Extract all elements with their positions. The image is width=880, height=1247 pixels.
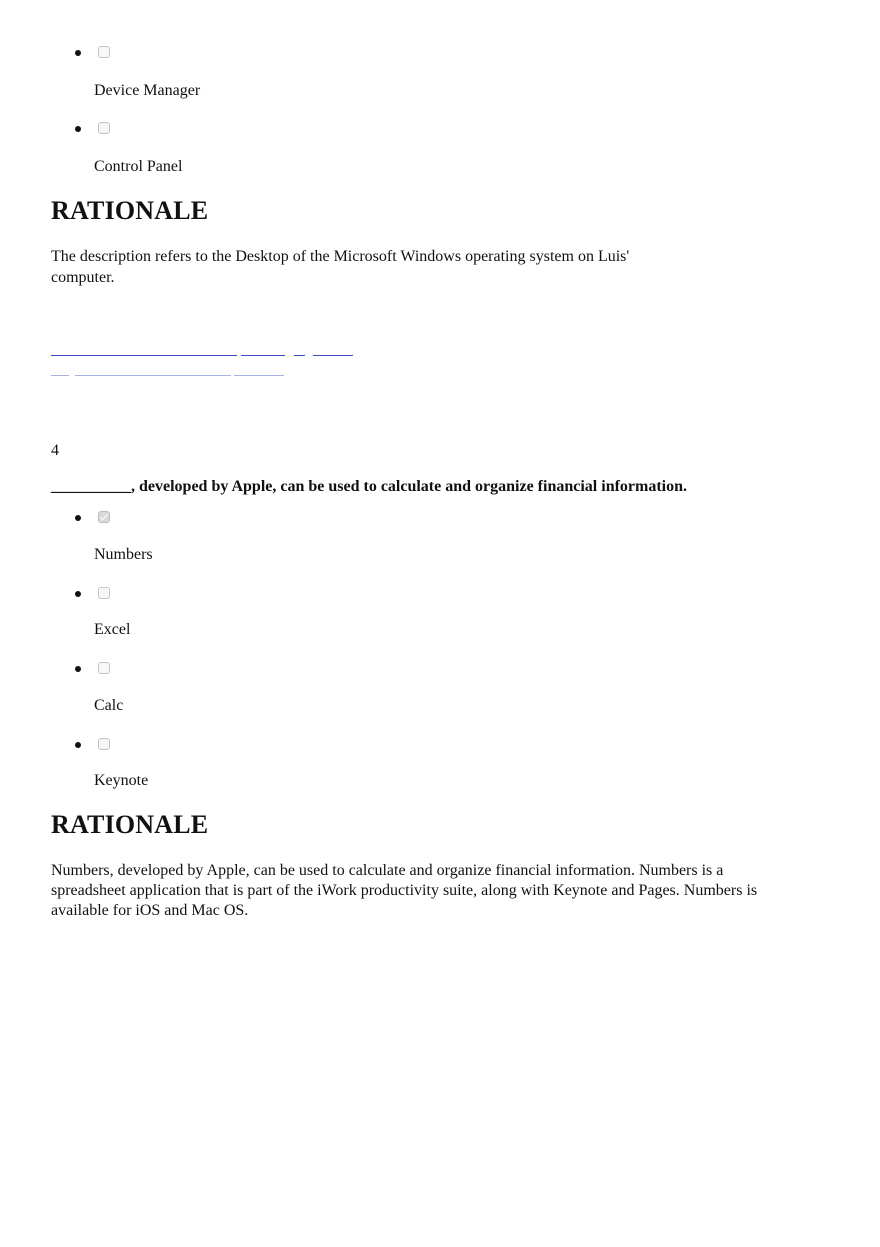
question-number: 4 <box>51 442 59 459</box>
rationale-text-line: spreadsheet application that is part of the iWork productivity suite, along with Keynote and Pages. Numbers is <box>51 882 758 899</box>
bullet-icon <box>75 515 81 521</box>
link-underline[interactable] <box>75 375 231 376</box>
checkbox[interactable] <box>98 46 110 58</box>
link-underline[interactable] <box>313 355 353 356</box>
rationale-text-line: available for iOS and Mac OS. <box>51 902 249 919</box>
checkbox[interactable] <box>98 738 110 750</box>
rationale-text-line: computer. <box>51 269 115 286</box>
option-label: Numbers <box>94 546 153 563</box>
option-label: Device Manager <box>94 82 201 99</box>
bullet-icon <box>75 50 81 56</box>
bullet-icon <box>75 666 81 672</box>
link-underline[interactable] <box>51 355 237 356</box>
rationale-heading: RATIONALE <box>51 810 209 839</box>
link-underline[interactable] <box>234 375 284 376</box>
bullet-icon <box>75 742 81 748</box>
checkbox[interactable] <box>98 587 110 599</box>
rationale-text-line: Numbers, developed by Apple, can be used to calculate and organize financial information. Numbers is a <box>51 862 724 879</box>
checkbox[interactable] <box>98 662 110 674</box>
bullet-icon <box>75 591 81 597</box>
link-underline[interactable] <box>241 355 285 356</box>
option-label: Control Panel <box>94 158 183 175</box>
rationale-heading: RATIONALE <box>51 196 209 225</box>
checkbox-checked[interactable] <box>98 511 110 523</box>
link-underline[interactable] <box>51 375 69 376</box>
question-text: __________, developed by Apple, can be used to calculate and organize financial information. <box>51 478 688 495</box>
checkbox[interactable] <box>98 122 110 134</box>
bullet-icon <box>75 126 81 132</box>
option-label: Keynote <box>94 772 149 789</box>
rationale-text-line: The description refers to the Desktop of the Microsoft Windows operating system on Luis' <box>51 248 630 265</box>
link-underline[interactable] <box>294 355 305 356</box>
option-label: Calc <box>94 697 124 714</box>
option-label: Excel <box>94 621 131 638</box>
